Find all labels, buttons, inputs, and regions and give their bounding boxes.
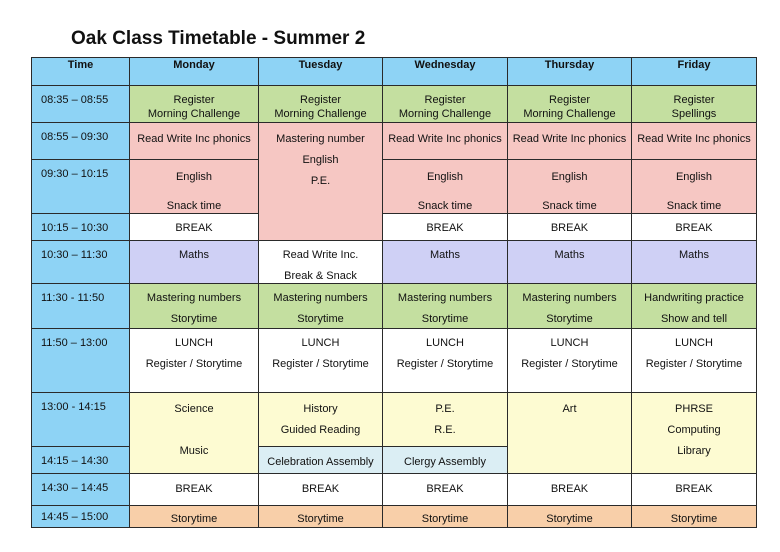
time-cell: 14:15 – 14:30 xyxy=(32,447,130,474)
cell-tue-storytime: Storytime xyxy=(259,506,383,528)
cell-tue-mastering xyxy=(259,284,383,329)
timetable xyxy=(31,57,757,528)
cell-line: LUNCH xyxy=(550,337,589,349)
table-row xyxy=(32,474,757,506)
cell-wed-lunch xyxy=(383,329,508,393)
cell-tue-lunch xyxy=(259,329,383,393)
cell-fri-break-pm: BREAK xyxy=(632,474,757,506)
cell-line: Register / Storytime xyxy=(145,358,243,370)
cell-fri-english xyxy=(632,160,757,214)
cell-line: English xyxy=(551,171,588,183)
cell-line: Morning Challenge xyxy=(398,108,492,120)
cell-thu-art: Art xyxy=(508,393,632,474)
cell-thu-storytime: Storytime xyxy=(508,506,632,528)
cell-line: Morning Challenge xyxy=(274,108,367,120)
cell-thu-break-pm: BREAK xyxy=(508,474,632,506)
cell-tue-block xyxy=(259,123,383,241)
cell-fri-pm xyxy=(632,393,757,474)
header-thursday: Thursday xyxy=(508,58,632,86)
cell-mon-maths: Maths xyxy=(130,241,259,284)
cell-line: Break & Snack xyxy=(284,270,357,282)
cell-wed-mastering xyxy=(383,284,508,329)
cell-wed-break: BREAK xyxy=(383,214,508,241)
table-row xyxy=(32,241,757,284)
cell-fri-lunch xyxy=(632,329,757,393)
cell-thu-maths: Maths xyxy=(508,241,632,284)
cell-line: Morning Challenge xyxy=(523,108,616,120)
cell-mon-english xyxy=(130,160,259,214)
cell-line: Snack time xyxy=(417,200,473,212)
cell-line: Computing xyxy=(667,424,721,436)
cell-line: Storytime xyxy=(170,313,218,325)
cell-fri-break: BREAK xyxy=(632,214,757,241)
cell-line: Register xyxy=(300,94,341,106)
cell-line: Register / Storytime xyxy=(521,358,618,370)
cell-fri-handwriting xyxy=(632,284,757,329)
cell-tue-assembly: Celebration Assembly xyxy=(259,447,383,474)
cell-line: Register xyxy=(549,94,590,106)
cell-fri-rwi: Read Write Inc phonics xyxy=(632,123,757,160)
cell-line: LUNCH xyxy=(426,337,464,349)
cell-line: Storytime xyxy=(421,313,469,325)
cell-thu-rwi: Read Write Inc phonics xyxy=(508,123,632,160)
cell-tue-pm xyxy=(259,393,383,447)
table-row xyxy=(32,86,757,123)
time-cell: 10:30 – 11:30 xyxy=(32,241,130,284)
page-title: Oak Class Timetable - Summer 2 xyxy=(71,28,366,49)
cell-line: Mastering numbers xyxy=(397,292,493,304)
cell-thu-lunch xyxy=(508,329,632,393)
cell-wed-english xyxy=(383,160,508,214)
cell-mon-mastering xyxy=(130,284,259,329)
cell-line: Read Write Inc. xyxy=(282,249,359,261)
cell-fri-storytime: Storytime xyxy=(632,506,757,528)
cell-line: Mastering numbers xyxy=(146,292,242,304)
cell-wed-pm xyxy=(383,393,508,447)
cell-mon-break-pm: BREAK xyxy=(130,474,259,506)
table-row xyxy=(32,214,757,241)
time-cell: 11:50 – 13:00 xyxy=(32,329,130,393)
cell-thu-register xyxy=(508,86,632,123)
cell-wed-assembly: Clergy Assembly xyxy=(383,447,508,474)
cell-line: Spellings xyxy=(671,108,717,120)
cell-wed-break-pm: BREAK xyxy=(383,474,508,506)
cell-line: Mastering number xyxy=(276,133,365,145)
cell-line: Snack time xyxy=(166,200,222,212)
cell-mon-register xyxy=(130,86,259,123)
cell-line: History xyxy=(303,403,338,415)
cell-line: Science xyxy=(174,403,214,415)
cell-wed-rwi: Read Write Inc phonics xyxy=(383,123,508,160)
time-cell: 08:35 – 08:55 xyxy=(32,86,130,123)
cell-line: Music xyxy=(179,445,209,457)
cell-line: Handwriting practice xyxy=(644,292,744,304)
cell-line: Snack time xyxy=(666,200,722,212)
cell-line: English xyxy=(426,171,464,183)
cell-line: Mastering numbers xyxy=(273,292,368,304)
cell-thu-english xyxy=(508,160,632,214)
table-row xyxy=(32,329,757,393)
cell-line: Register / Storytime xyxy=(645,358,743,370)
cell-line: Mastering numbers xyxy=(522,292,617,304)
cell-line: Morning Challenge xyxy=(147,108,241,120)
cell-wed-maths: Maths xyxy=(383,241,508,284)
cell-line: PHRSE xyxy=(675,403,713,415)
cell-tue-rwi xyxy=(259,241,383,284)
cell-line: Storytime xyxy=(297,313,344,325)
cell-line: LUNCH xyxy=(175,337,213,349)
cell-tue-register xyxy=(259,86,383,123)
cell-tue-break-pm: BREAK xyxy=(259,474,383,506)
cell-thu-mastering xyxy=(508,284,632,329)
cell-line: Register / Storytime xyxy=(396,358,494,370)
cell-line: R.E. xyxy=(434,424,456,436)
cell-line: Storytime xyxy=(546,313,593,325)
header-monday: Monday xyxy=(130,58,259,86)
time-cell: 14:30 – 14:45 xyxy=(32,474,130,506)
time-cell: 11:30 - 11:50 xyxy=(32,284,130,329)
cell-line: English xyxy=(675,171,713,183)
cell-mon-break: BREAK xyxy=(130,214,259,241)
cell-line: Show and tell xyxy=(660,313,728,325)
cell-line: Register xyxy=(673,94,715,106)
cell-line: English xyxy=(302,154,339,166)
table-row xyxy=(32,160,757,214)
cell-line: Register / Storytime xyxy=(272,358,369,370)
cell-line: Guided Reading xyxy=(280,424,361,436)
cell-mon-storytime: Storytime xyxy=(130,506,259,528)
time-cell: 14:45 – 15:00 xyxy=(32,506,130,528)
header-friday: Friday xyxy=(632,58,757,86)
cell-mon-pm xyxy=(130,393,259,474)
cell-mon-lunch xyxy=(130,329,259,393)
table-row xyxy=(32,506,757,528)
table-row xyxy=(32,284,757,329)
cell-fri-maths: Maths xyxy=(632,241,757,284)
time-cell: 13:00 - 14:15 xyxy=(32,393,130,447)
cell-wed-register xyxy=(383,86,508,123)
time-cell: 09:30 – 10:15 xyxy=(32,160,130,214)
cell-line: Register xyxy=(173,94,215,106)
cell-mon-rwi: Read Write Inc phonics xyxy=(130,123,259,160)
cell-line: Library xyxy=(677,445,711,457)
cell-line: P.E. xyxy=(435,403,455,415)
header-row xyxy=(32,58,757,86)
cell-line: English xyxy=(175,171,213,183)
time-cell: 08:55 – 09:30 xyxy=(32,123,130,160)
cell-line: LUNCH xyxy=(675,337,713,349)
table-row xyxy=(32,393,757,447)
table-row xyxy=(32,123,757,160)
cell-line: P.E. xyxy=(310,175,331,187)
cell-wed-storytime: Storytime xyxy=(383,506,508,528)
cell-line: LUNCH xyxy=(301,337,340,349)
header-wednesday: Wednesday xyxy=(383,58,508,86)
cell-fri-register xyxy=(632,86,757,123)
cell-thu-break: BREAK xyxy=(508,214,632,241)
header-time: Time xyxy=(32,58,130,86)
cell-line: Register xyxy=(424,94,466,106)
time-cell: 10:15 – 10:30 xyxy=(32,214,130,241)
cell-line: Snack time xyxy=(542,200,597,212)
header-tuesday: Tuesday xyxy=(259,58,383,86)
